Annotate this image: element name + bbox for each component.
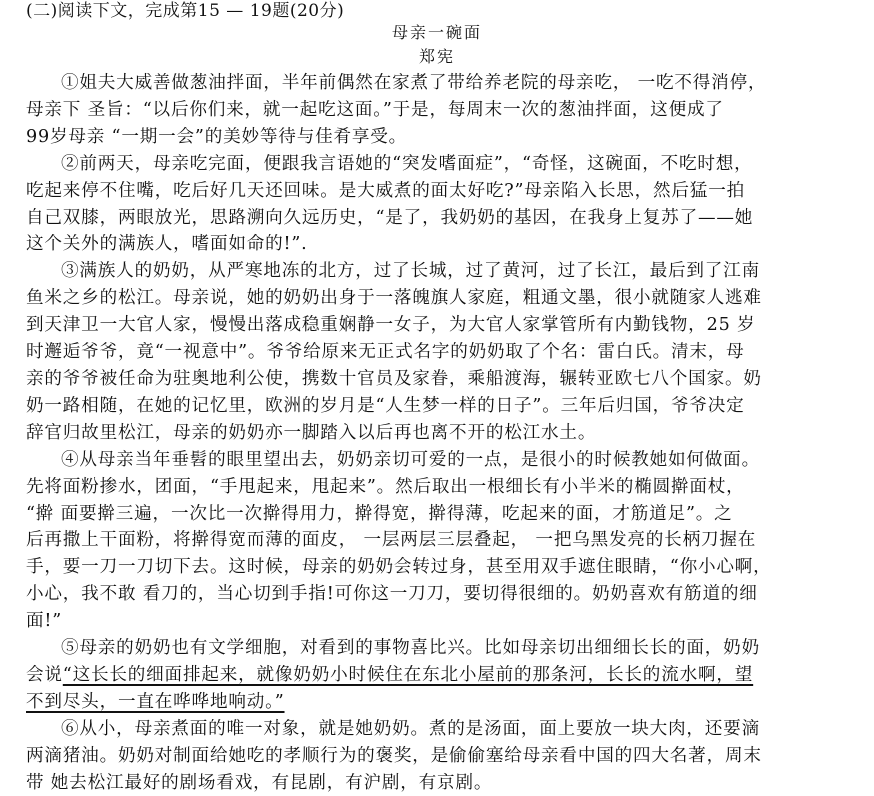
article-author: 郑宪	[418, 47, 455, 66]
text-line: 带 她去松江最好的剧场看戏，有昆剧，有沪剧，有京剧。	[26, 772, 493, 793]
text-line: 小心，我不敢 看刀的，当心切到手指!可你这一刀刀，要切得很细的。奶奶喜欢有筋道的细	[26, 584, 758, 605]
article-title: 母亲一碗面	[391, 23, 482, 42]
text-line: 时邂逅爷爷，竟“一视意中”。爷爷给原来无正式名字的奶奶取了个名：雷白氏。清末，母	[26, 342, 745, 363]
text-line: 后再撒上干面粉，将擀得宽而薄的面皮， 一层两层三层叠起， 一把乌黑发亮的长柄刀握在	[26, 530, 757, 551]
article-body	[26, 70, 794, 796]
text-line: 到天津卫一大官人家，慢慢出落成稳重娴静一女子，为大官人家掌管所有内勤钱物，25 岁	[26, 315, 756, 336]
text-line: 吃起来停不住嘴，吃后好几天还回味。是大威煮的面太好吃?”母亲陷入长思，然后猛一拍	[26, 180, 745, 201]
text-line: 手，要一刀一刀切下去。这时候，母亲的奶奶会转过身，甚至用双手遮住眼睛，“你小心啊，	[26, 557, 772, 578]
text-line: ②前两天，母亲吃完面，便跟我言语她的“突发嗜面症”，“奇怪，这碗面，不吃时想，	[61, 153, 753, 174]
text-line: 这个关外的满族人，嗜面如命的!”.	[26, 234, 308, 255]
text-line: ⑤母亲的奶奶也有文学细胞，对看到的事物喜比兴。比如母亲切出细细长长的面，奶奶	[61, 638, 760, 659]
text-line: 先将面粉掺水，团面，“手甩起来，甩起来”。然后取出一根细长有小半米的椭圆擀面杖，	[26, 476, 745, 497]
text-line: ⑥从小，母亲煮面的唯一对象，就是她奶奶。煮的是汤面，面上要放一块大肉，还要滴	[61, 718, 760, 739]
underlined-sentence: “这长长的细面排起来，就像奶奶小时候住在东北小屋前的那条河，长长的流水啊，望	[62, 664, 754, 685]
text-line: ①姐夫大威善做葱油拌面，半年前偶然在家煮了带给养老院的母亲吃， 一吃不得消停，	[61, 73, 767, 93]
text-line: 辞官归故里松江，母亲的奶奶亦一脚踏入以后再也离不开的松江水土。	[26, 422, 597, 443]
text-line: ④从母亲当年垂髫的眼里望出去，奶奶亲切可爱的一点，是很小的时候教她如何做面。	[61, 449, 760, 470]
text-line: 自己双膝，两眼放光，思路溯向久远历史，“是了，我奶奶的基因，在我身上复苏了——她	[26, 207, 754, 228]
text-line: 99岁母亲 “一期一会”的美妙等待与佳肴享受。	[26, 126, 408, 147]
text-line: 两滴猪油。奶奶对制面给她吃的孝顺行为的褒奖，是偷偷塞给母亲看中国的四大名著，周末	[26, 745, 762, 766]
text-line	[26, 689, 794, 716]
text-line: “擀 面要擀三遍，一次比一次擀得用力，擀得宽，擀得薄，吃起来的面，才筋道足”。之	[26, 503, 733, 524]
text-line: 母亲下 圣旨：“以后你们来，就一起吃这面。”于是，每周末一次的葱油拌面，这便成了	[26, 99, 724, 120]
text-line-with-underline	[26, 662, 794, 689]
text-line: 亲的爷爷被任命为驻奥地利公使，携数十官员及家眷，乘船渡海，辗转亚欧七八个国家。奶	[26, 368, 762, 389]
text-line: 奶一路相随，在她的记忆里，欧洲的岁月是“人生梦一样的日子”。三年后归国，爷爷决定	[26, 395, 745, 416]
section-heading: (二)阅读下文，完成第15 — 19题(20分)	[26, 1, 345, 21]
text-line: 鱼米之乡的松江。母亲说，她的奶奶出身于一落魄旗人家庭，粗通文墨，很小就随家人逃难	[26, 288, 762, 309]
text-fragment: 会说	[26, 664, 63, 685]
text-line: ③满族人的奶奶，从严寒地冻的北方，过了长城，过了黄河，过了长江，最后到了江南	[61, 261, 760, 282]
underlined-sentence-end: 不到尽头，一直在哗哗地响动。”	[26, 691, 285, 712]
text-line: 面!”	[26, 611, 63, 632]
